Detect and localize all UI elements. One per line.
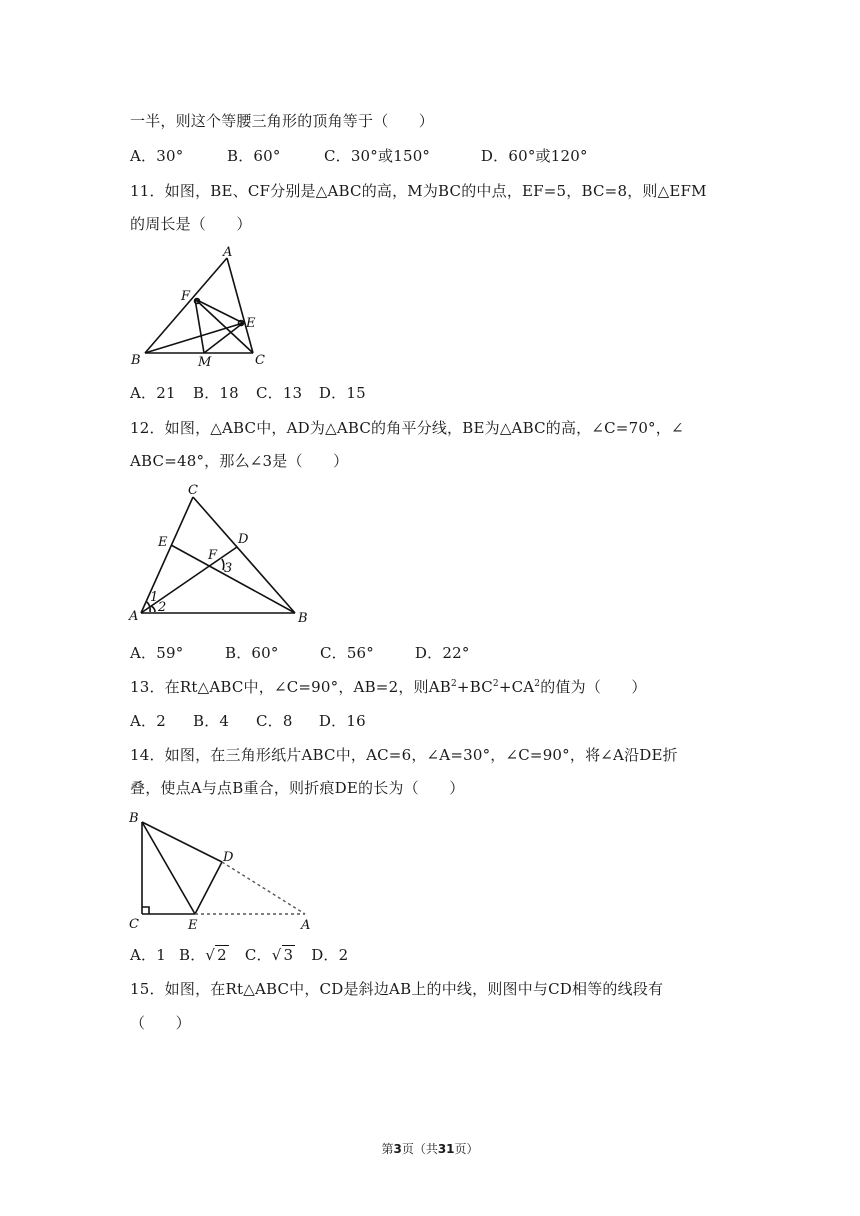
q12-label-3: 3: [224, 561, 233, 576]
q11-label-a: A: [223, 245, 233, 260]
q13-stem-pre: 13．在Rt△ABC中，∠C=90°，AB=2，则AB: [130, 678, 451, 696]
q12-option-c[interactable]: C．56°: [319, 644, 375, 662]
q11-label-m: M: [198, 355, 212, 370]
q14-option-a[interactable]: A．1: [130, 946, 166, 964]
q12-label-f: F: [208, 548, 218, 563]
q12-label-d: D: [238, 532, 249, 547]
q11-option-d[interactable]: D．15: [318, 384, 366, 402]
q11-stem-line1: 11．如图，BE、CF分别是△ABC的高，M为BC的中点，EF=5，BC=8，则△EFM: [130, 182, 707, 200]
q13-option-b[interactable]: B．4: [192, 712, 230, 730]
q13-stem-post: 的值为（ ）: [540, 678, 647, 696]
q13-sup-1: 2: [450, 679, 457, 689]
q11-label-c: C: [255, 353, 265, 368]
q15-stem-line2: （ ）: [130, 1014, 191, 1032]
q12-stem-line1: 12．如图，△ABC中，AD为△ABC的角平分线，BE为△ABC的高，∠C=70°，∠: [130, 419, 684, 437]
q14-option-c-letter: C．: [244, 946, 272, 964]
q12-option-b[interactable]: B．60°: [224, 644, 279, 662]
q11-stem-line2: 的周长是（ ）: [130, 215, 252, 233]
q14-option-c[interactable]: [245, 944, 295, 965]
q14-option-c-radicand: 3: [283, 946, 294, 964]
q14-option-b[interactable]: [179, 944, 229, 965]
q13-stem-mid1: +BC: [456, 678, 493, 696]
q10-option-a[interactable]: A．30°: [130, 147, 184, 165]
q13-stem-mid2: +CA: [498, 678, 535, 696]
q13-options: [130, 710, 366, 731]
q12-options: [130, 642, 470, 663]
q14-option-c-sqrt: √ 3: [271, 946, 294, 964]
q12-label-e: E: [158, 535, 168, 550]
q14-label-d: D: [223, 850, 234, 865]
q14-label-e: E: [188, 918, 198, 933]
q10-option-b[interactable]: B．60°: [226, 147, 281, 165]
q14-option-b-letter: B．: [178, 946, 206, 964]
q10-options: [130, 145, 588, 166]
q15-stem-line1: 15．如图，在Rt△ABC中，CD是斜边AB上的中线，则图中与CD相等的线段有: [130, 980, 664, 998]
q14-options: [130, 944, 348, 965]
q14-option-d[interactable]: D．2: [311, 946, 349, 964]
q12-figure: [125, 480, 325, 625]
q12-label-1: 1: [150, 590, 159, 605]
q14-stem-line1: 14．如图，在三角形纸片ABC中，AC=6，∠A=30°，∠C=90°，将∠A沿DE折: [130, 746, 678, 764]
q12-label-2: 2: [158, 600, 167, 615]
q12-option-d[interactable]: D．22°: [414, 644, 470, 662]
footer-post: 页）: [454, 1142, 479, 1156]
q14-figure: [125, 806, 325, 934]
footer-mid: 页（共: [401, 1142, 438, 1156]
q13-sup-3: 2: [534, 679, 541, 689]
q11-options: [130, 382, 366, 403]
q12-label-a: A: [129, 609, 139, 624]
q14-option-b-sqrt: √ 2: [205, 946, 227, 964]
q12-stem-line2: ABC=48°，那么∠3是（ ）: [130, 452, 349, 470]
q11-option-c[interactable]: C．13: [255, 384, 303, 402]
q13-option-c[interactable]: C．8: [255, 712, 293, 730]
q14-label-a: A: [301, 918, 311, 933]
q12-label-b: B: [298, 611, 308, 625]
q12-option-a[interactable]: A．59°: [130, 644, 184, 662]
q13-option-d[interactable]: D．16: [318, 712, 366, 730]
q11-option-b[interactable]: B．18: [192, 384, 239, 402]
q11-figure: [125, 242, 285, 372]
q14-stem-line2: 叠，使点A与点B重合，则折痕DE的长为（ ）: [130, 779, 465, 797]
footer-pre: 第: [381, 1142, 394, 1156]
q14-label-c: C: [129, 917, 139, 932]
q12-label-c: C: [188, 483, 198, 498]
q14-option-b-radicand: 2: [217, 946, 227, 964]
q11-option-a[interactable]: A．21: [130, 384, 176, 402]
q13-option-a[interactable]: A．2: [130, 712, 166, 730]
q14-label-b: B: [129, 811, 139, 826]
q11-label-e: E: [246, 316, 256, 331]
footer-page-number: 3: [393, 1142, 402, 1156]
q10-stem-tail: 一半，则这个等腰三角形的顶角等于（ ）: [130, 112, 435, 130]
page-footer: [0, 1140, 860, 1157]
q10-option-d[interactable]: D．60°或120°: [480, 147, 588, 165]
q10-option-c[interactable]: C．30°或150°: [323, 147, 431, 165]
q13-stem: [130, 676, 647, 697]
footer-total-pages: 31: [437, 1142, 455, 1156]
q13-sup-2: 2: [492, 679, 499, 689]
q11-label-b: B: [131, 353, 141, 368]
q11-label-f: F: [181, 289, 191, 304]
